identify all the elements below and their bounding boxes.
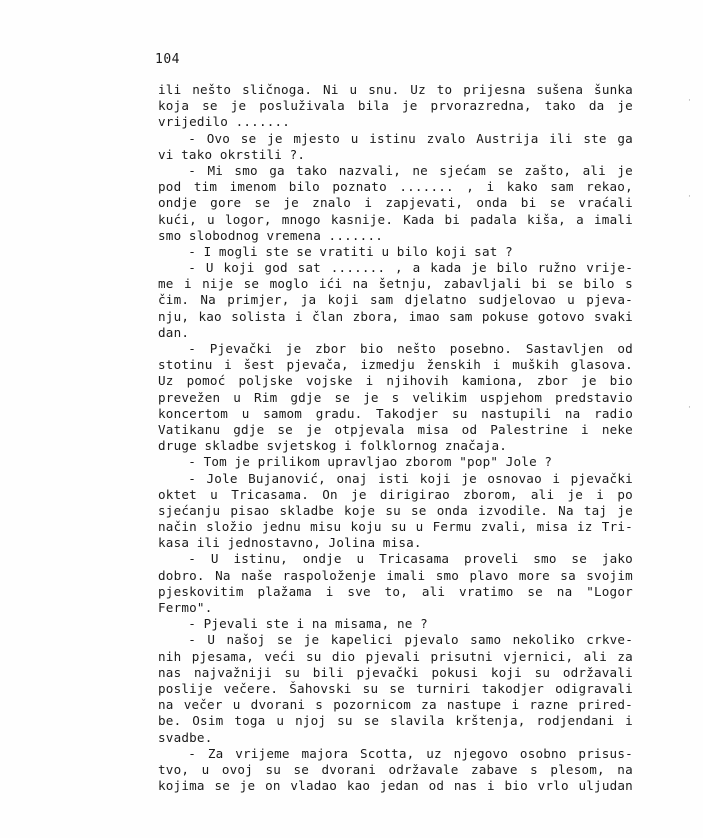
text-line: - Za vrijeme majora Scotta, uz njegovo osobno prisus-	[188, 745, 633, 761]
page-number: 104	[155, 52, 180, 67]
text-line: - Pjevali ste i na misama, ne ?	[188, 616, 428, 632]
text-line: - Tom je prilikom upravljao zborom "pop" Jole ?	[188, 454, 553, 470]
scan-speck: ·	[688, 403, 691, 413]
text-body	[158, 82, 633, 794]
text-line: Vatikanu gdje se je otpjevala misa od Palestrine i neke	[158, 421, 633, 437]
text-line: svadbe.	[158, 729, 213, 745]
text-line: - Jole Bujanović, onaj isti koji je osnovao i pjevački	[188, 470, 633, 486]
text-line: način složio jednu misu koju su u Fermu zvali, misa iz Tri-	[158, 519, 633, 535]
text-line: koja se je posluživala bila je prvorazredna, tako da je	[158, 98, 633, 114]
scan-speck: ·	[688, 96, 691, 106]
text-line: - Ovo se je mjesto u istinu zvalo Austrija ili ste ga	[188, 130, 633, 146]
text-line: druge skladbe svjetskog i folklornog značaja.	[158, 438, 508, 454]
text-line: čim. Na primjer, ja koji sam djelatno sudjelovao u pjeva-	[158, 292, 633, 308]
text-line: dan.	[158, 324, 190, 340]
text-line: koncertom u samom gradu. Takodjer su nastupili na radio	[158, 405, 633, 421]
text-line: Fermo".	[158, 600, 213, 615]
text-line: vrijedilo .......	[158, 114, 291, 130]
text-line: nju, kao solista i član zbora, imao sam pokuse gotovo svaki	[158, 308, 633, 324]
text-line: sjećanju pisao skladbe koje su se onda izvodile. Na taj je	[158, 502, 633, 518]
text-line: - U koji god sat ....... , a kada je bilo ružno vrije-	[188, 260, 633, 276]
text-line: ili nešto sličnoga. Ni u snu. Uz to prijesna sušena šunka	[158, 82, 633, 97]
text-line: pjeskovitim plažama i sve to, ali vratimo se na "Logor	[158, 583, 633, 599]
text-line: tvo, u ovoj su se dvorani održavale zabave s plesom, na	[158, 761, 633, 777]
scan-speck: ·	[688, 192, 691, 202]
text-line: - U istinu, ondje u Tricasama proveli smo se jako	[188, 551, 633, 567]
text-line: - Mi smo ga tako nazvali, ne sjećam se zašto, ali je	[188, 162, 633, 178]
text-line: - I mogli ste se vratiti u bilo koji sat ?	[188, 243, 513, 259]
text-line: stotinu i šest pjevača, izmedju ženskih i muških glasova.	[158, 357, 633, 373]
text-line: smo slobodnog vremena .......	[158, 227, 384, 243]
text-line: - Pjevački je zbor bio nešto posebno. Sastavljen od	[188, 341, 633, 356]
text-line: kasa ili jednostavno, Jolina misa.	[158, 535, 422, 551]
text-line: vi tako okrstili ?.	[158, 146, 306, 162]
text-line: ondje gore se je znalo i zapjevati, onda bi se vraćali	[158, 195, 633, 211]
text-line: Uz pomoć poljske vojske i njihovih kamiona, zbor je bio	[158, 373, 633, 389]
text-line: be. Osim toga u njoj su se slavila krštenja, rodjendani i	[158, 713, 633, 729]
text-line: poslije večere. Šahovski su se turniri takodjer odigravali	[158, 680, 633, 696]
text-line: me i nije se moglo ići na šetnju, zabavljali bi se bilo s	[158, 276, 633, 292]
text-line: kući, u logor, mnogo kasnije. Kada bi padala kiša, a imali	[158, 211, 633, 227]
text-line: kojima se je on vladao kao jedan od nas i bio vrlo uljudan	[158, 778, 633, 794]
text-line: prevežen u Rim gdje se je s velikim uspjehom predstavio	[158, 389, 633, 405]
text-line: - U našoj se je kapelici pjevalo samo nekoliko crkve-	[188, 632, 633, 648]
text-line: na večer u dvorani s pozornicom za nastupe i razne prired-	[158, 697, 633, 713]
text-line: nas najvažniji su bili pjevački pokusi koji su održavali	[158, 664, 633, 680]
text-line: pod tim imenom bilo poznato ....... , i kako sam rekao,	[158, 179, 633, 195]
text-line: oktet u Tricasama. On je dirigirao zborom, ali je i po	[158, 486, 633, 502]
text-line: dobro. Na naše raspoloženje imali smo plavo more sa svojim	[158, 567, 633, 583]
text-line: nih pjesama, veći su dio pjevali prisutni vjernici, ali za	[158, 648, 633, 664]
